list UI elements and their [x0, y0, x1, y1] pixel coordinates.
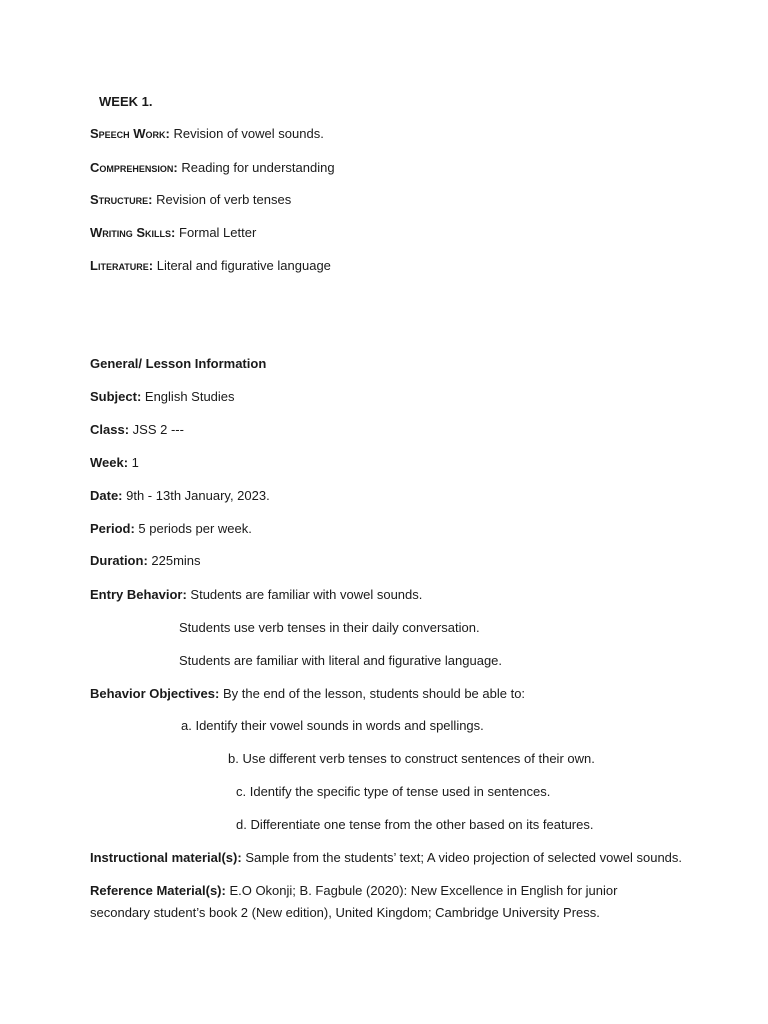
instructional-material [90, 850, 682, 866]
info-label: Period: [90, 521, 135, 536]
topic-speech-work [90, 126, 324, 142]
info-label: Date: [90, 488, 123, 503]
topic-value: Reading for understanding [177, 160, 335, 175]
objective-item: b. Use different verb tenses to construct sentences of their own. [228, 751, 595, 766]
info-value: 5 periods per week. [134, 521, 252, 536]
info-label: Week: [90, 455, 129, 470]
objective-item: c. Identify the specific type of tense used in sentences. [236, 784, 551, 799]
entry-behavior-label: Entry Behavior: [90, 587, 187, 602]
info-value: English Studies [141, 389, 235, 404]
info-week [90, 455, 139, 471]
topic-literature [90, 258, 331, 274]
entry-behavior [90, 587, 422, 603]
info-duration [90, 553, 201, 569]
reference-material-label: Reference Material(s): [90, 883, 226, 898]
topic-comprehension [90, 160, 335, 176]
info-period [90, 521, 252, 537]
info-value: 9th - 13th January, 2023. [122, 488, 270, 503]
reference-material [90, 880, 680, 924]
info-label: Class: [90, 422, 130, 437]
info-value: 225mins [147, 553, 201, 568]
info-label: Subject: [90, 389, 142, 404]
instructional-material-label: Instructional material(s): [90, 850, 242, 865]
topic-writing-skills [90, 225, 256, 241]
topic-value: Literal and figurative language [153, 258, 331, 273]
topic-label: Speech Work: [90, 126, 170, 141]
topic-label: Literature: [90, 258, 154, 273]
general-heading: General/ Lesson Information [90, 356, 267, 371]
topic-value: Revision of verb tenses [152, 192, 292, 207]
entry-behavior-line: Students use verb tenses in their daily conversation. [179, 620, 480, 635]
behavior-objectives [90, 686, 525, 702]
info-value: 1 [128, 455, 139, 470]
week-heading: WEEK 1. [99, 94, 153, 109]
entry-behavior-line: Students are familiar with vowel sounds. [186, 587, 423, 602]
reference-material-value: E.O Okonji; B. Fagbule (2020): New Excellence in English for junior secondary student’s book 2 (New edition), United Kingdom; Cambridge University Press. [90, 883, 618, 920]
info-subject [90, 389, 235, 405]
behavior-objectives-intro: By the end of the lesson, students should be able to: [219, 686, 526, 701]
instructional-material-value: Sample from the students’ text; A video projection of selected vowel sounds. [241, 850, 683, 865]
topic-value: Formal Letter [175, 225, 257, 240]
entry-behavior-line: Students are familiar with literal and figurative language. [179, 653, 503, 668]
info-date [90, 488, 270, 504]
info-class [90, 422, 184, 438]
objective-item: d. Differentiate one tense from the other based on its features. [236, 817, 594, 832]
topic-label: Writing Skills: [90, 225, 176, 240]
topic-value: Revision of vowel sounds. [169, 126, 324, 141]
topic-label: Comprehension: [90, 160, 178, 175]
objective-item: a. Identify their vowel sounds in words and spellings. [181, 718, 484, 733]
info-label: Duration: [90, 553, 148, 568]
topic-structure [90, 192, 291, 208]
topic-label: Structure: [90, 192, 153, 207]
behavior-objectives-label: Behavior Objectives: [90, 686, 220, 701]
info-value: JSS 2 --- [129, 422, 184, 437]
